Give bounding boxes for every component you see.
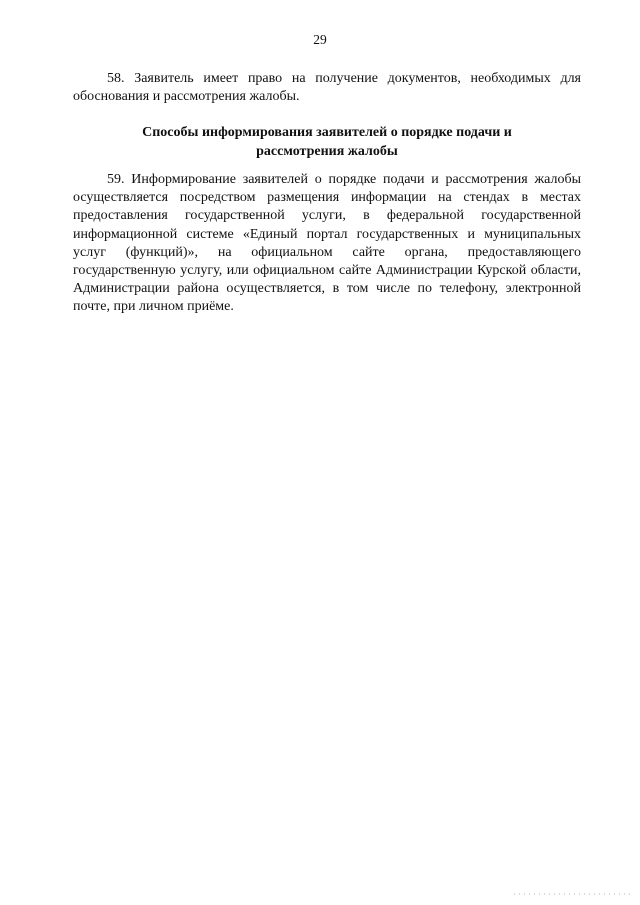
section-heading (73, 123, 581, 161)
paragraph-58: 58. Заявитель имеет право на получение документов, необходимых для обоснования и рассмотрения жалобы. (73, 71, 581, 105)
section-heading-line-1: Способы информирования заявителей о порядке подачи и (142, 125, 512, 140)
scan-artifact (512, 893, 630, 895)
paragraph-59: 59. Информирование заявителей о порядке подачи и рассмотрения жалобы осуществляется посредством размещения информации на стендах в местах предоставления государственной услуги, в федеральной государственной информационной системе «Единый портал государственных и муниципальных услуг (функций)», на официальном сайте органа, предоставляющего государственную услугу, или официальном сайте Администрации Курской области, Администрации района осуществляется, в том числе по телефону, электронной почте, при личном приёме. (73, 172, 581, 315)
page-number: 29 (313, 32, 327, 47)
section-heading-line-2: рассмотрения жалобы (256, 144, 398, 159)
